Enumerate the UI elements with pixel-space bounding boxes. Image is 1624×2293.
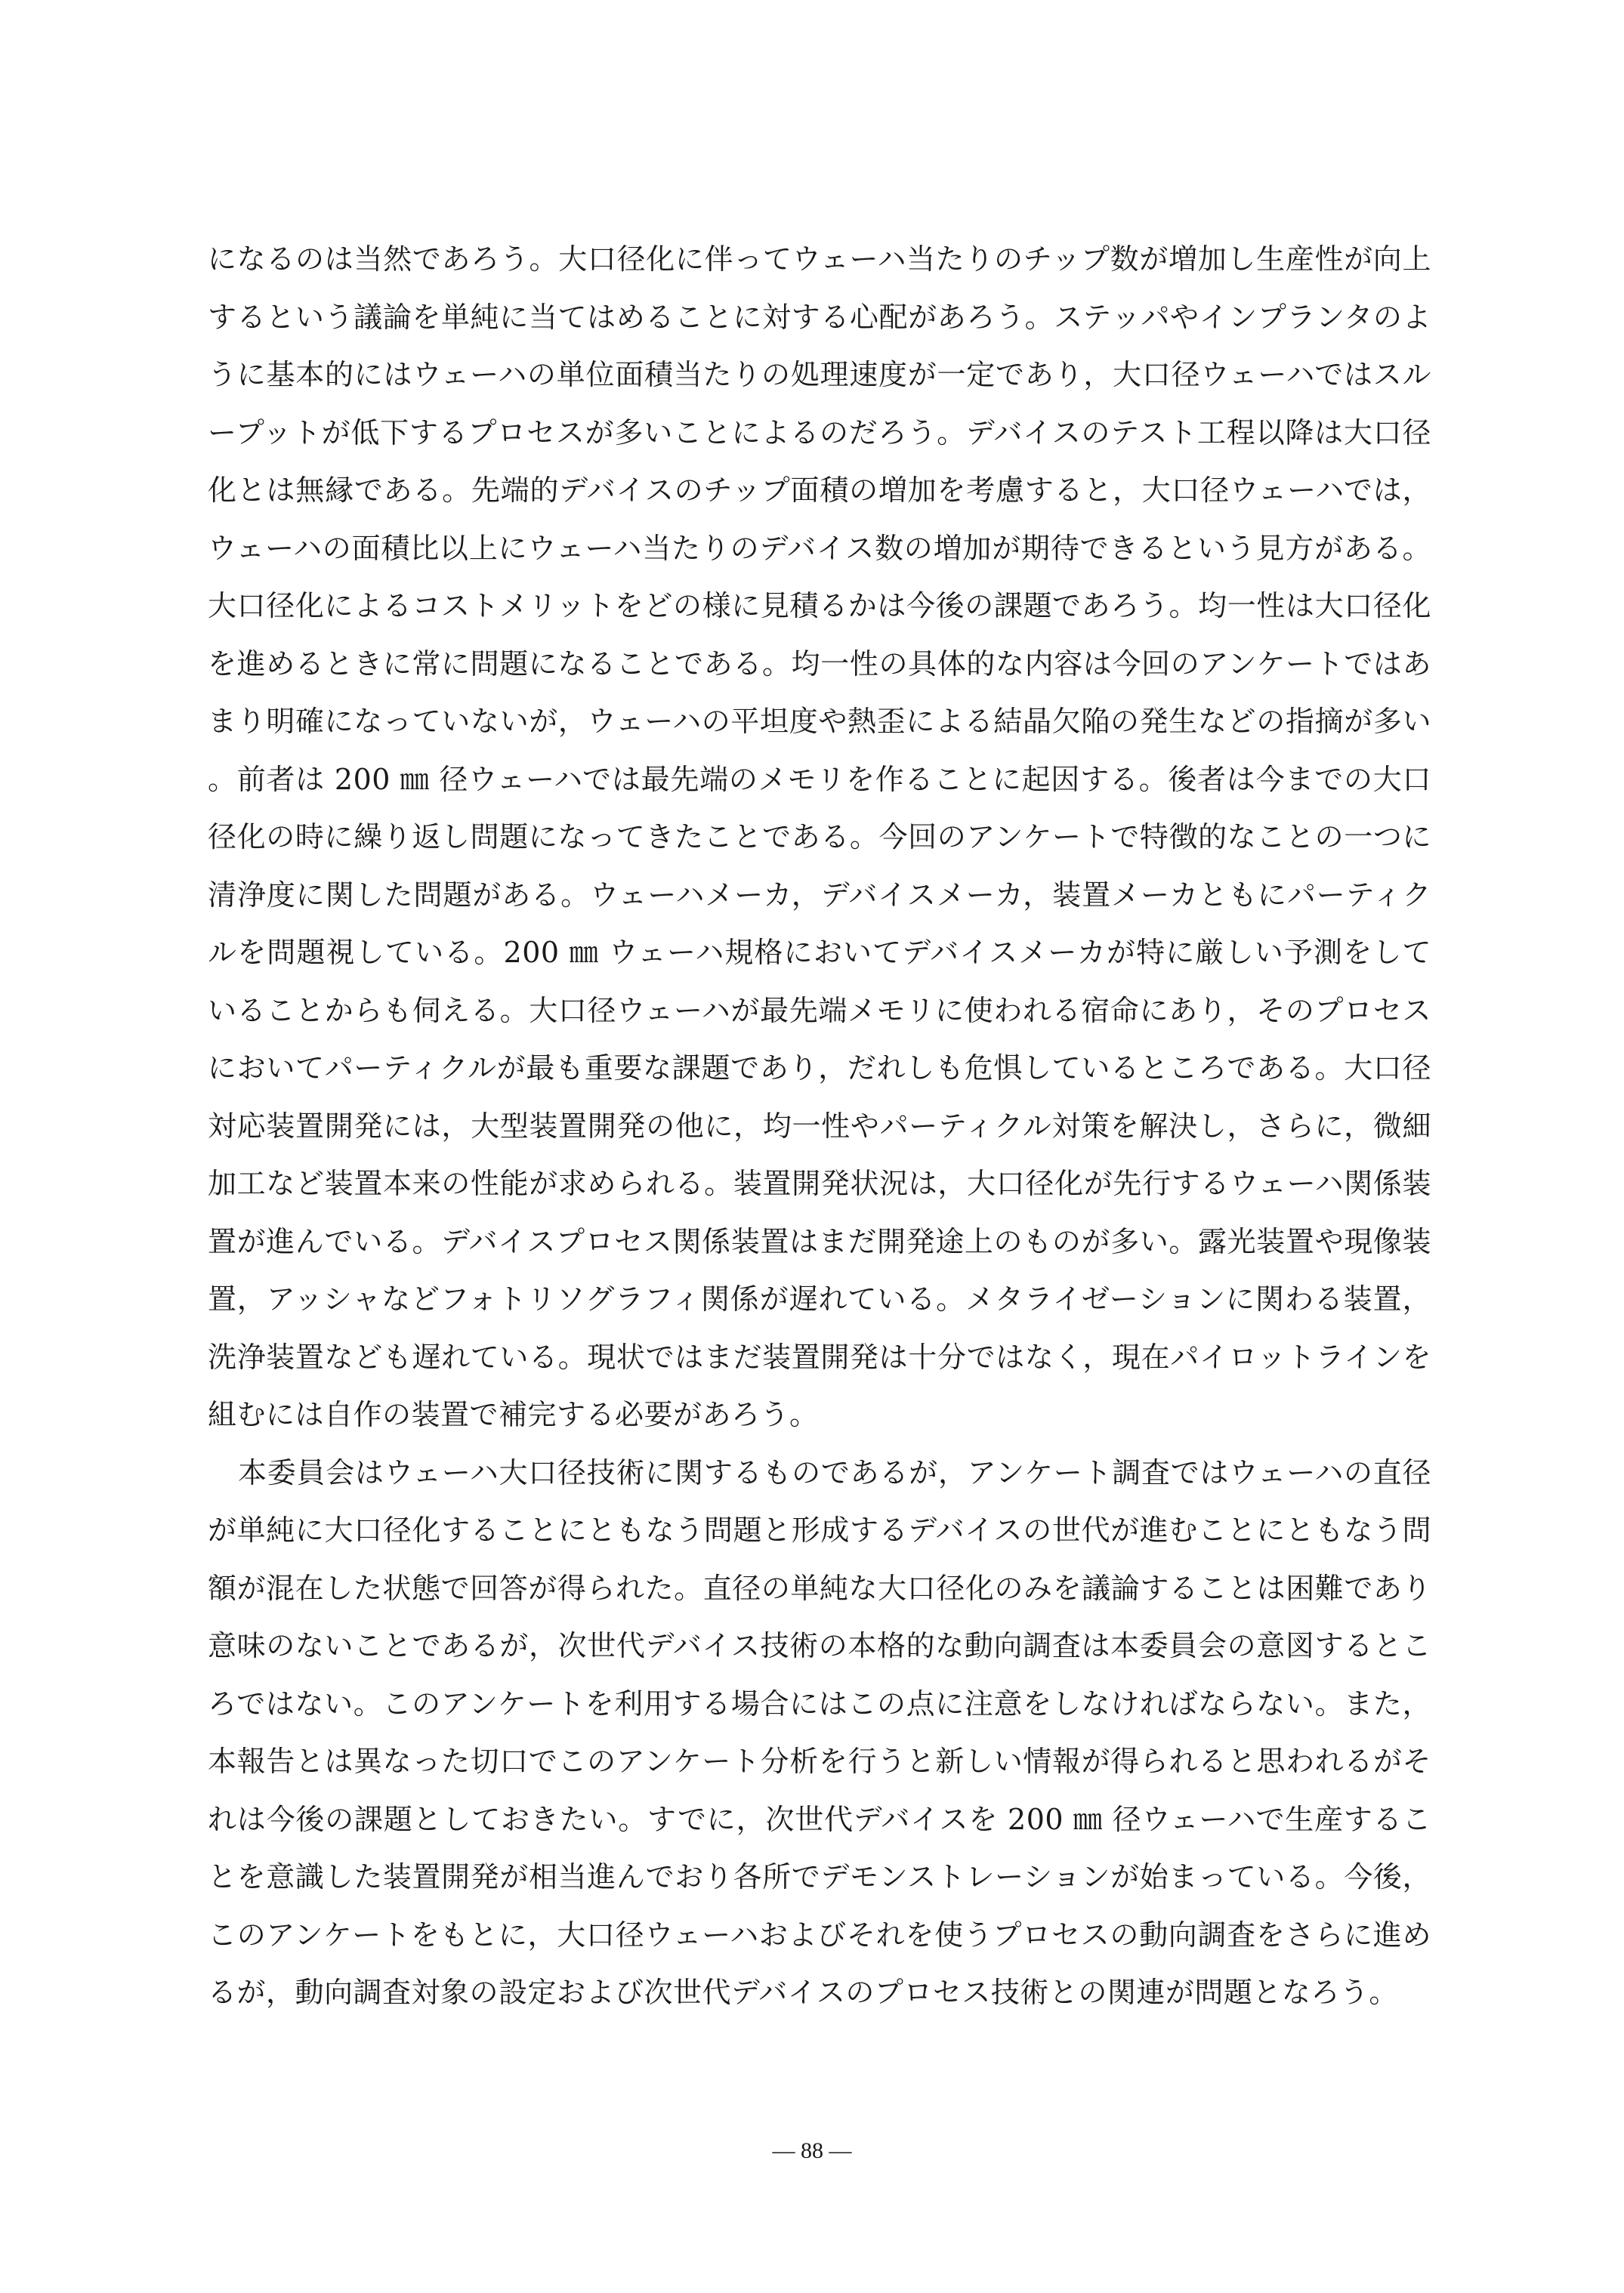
paragraph-1: になるのは当然であろう。大口径化に伴ってウェーハ当たりのチップ数が増加し生産性が向上するという議論を単純に当てはめることに対する心配があろう。ステッパやインプランタのように基本的にはウェーハの単位面積当たりの処理速度が一定であり，大口径ウェーハではスループットが低下するプロセスが多いことによるのだろう。デバイスのテスト工程以降は大口径化とは無縁である。先端的デバイスのチップ面積の増加を考慮すると，大口径ウェーハでは，ウェーハの面積比以上にウェーハ当たりのデバイス数の増加が期待できるという見方がある。大口径化によるコストメリットをどの様に見積るかは今後の課題であろう。均一性は大口径化を進めるときに常に問題になることである。均一性の具体的な内容は今回のアンケートではあまり明確になっていないが，ウェーハの平坦度や熱歪による結晶欠陥の発生などの指摘が多い。前者は 200 ㎜ 径ウェーハでは最先端のメモリを作ることに起因する。後者は今までの大口径化の時に繰り返し問題になってきたことである。今回のアンケートで特徴的なことの一つに清浄度に関した問題がある。ウェーハメーカ，デバイスメーカ，装置メーカともにパーティクルを問題視している。200 ㎜ ウェーハ規格においてデバイスメーカが特に厳しい予測をしていることからも伺える。大口径ウェーハが最先端メモリに使われる宿命にあり，そのプロセスにおいてパーティクルが最も重要な課題であり，だれしも危惧しているところである。大口径対応装置開発には，大型装置開発の他に，均一性やパーティクル対策を解決し，さらに，微細加工など装置本来の性能が求められる。装置開発状況は，大口径化が先行するウェーハ関係装置が進んでいる。デバイスプロセス関係装置はまだ開発途上のものが多い。露光装置や現像装置，アッシャなどフォトリソグラフィ関係が遅れている。メタライゼーションに関わる装置，洗浄装置なども遅れている。現状ではまだ装置開発は十分ではなく，現在パイロットラインを組むには自作の装置で補完する必要があろう。 [208,242,1431,1431]
page-number: — 88 — [772,2138,852,2163]
paragraph-2: 本委員会はウェーハ大口径技術に関するものであるが，アンケート調査ではウェーハの直径が単純に大口径化することにともなう問題と形成するデバイスの世代が進むことにともなう問額が混在した状態で回答が得られた。直径の単純な大口径化のみを議論することは困難であり意味のないことであるが，次世代デバイス技術の本格的な動向調査は本委員会の意図するところではない。このアンケートを利用する場合にはこの点に注意をしなければならない。また，本報告とは異なった切口でこのアンケート分析を行うと新しい情報が得られると思われるがそれは今後の課題としておきたい。すでに，次世代デバイスを 200 ㎜ 径ウェーハで生産することを意識した装置開発が相当進んでおり各所でデモンストレーションが始まっている。今後，このアンケートをもとに，大口径ウェーハおよびそれを使うプロセスの動向調査をさらに進めるが，動向調査対象の設定および次世代デバイスのプロセス技術との関連が問題となろう。 [208,1455,1431,2009]
body-text [208,230,1431,2022]
